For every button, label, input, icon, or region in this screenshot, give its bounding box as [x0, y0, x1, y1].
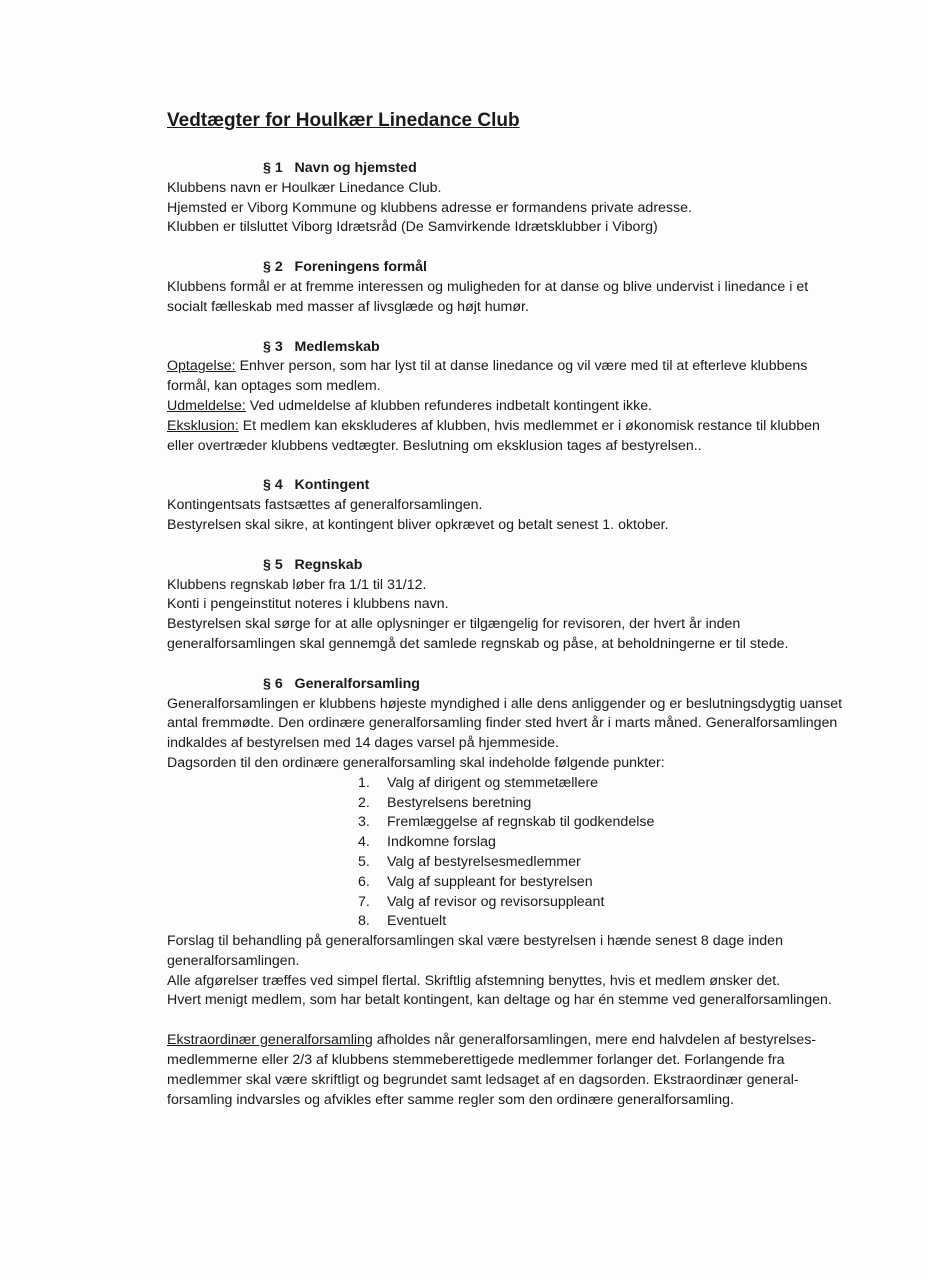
- list-item-text: Valg af suppleant for bestyrelsen: [387, 873, 593, 890]
- section-6: [167, 675, 887, 1111]
- list-item-text: Valg af dirigent og stemmetællere: [387, 774, 599, 791]
- paragraph-line: Klubbens formål er at fremme interessen og muligheden for at danse og blive undervist i linedance i et: [167, 278, 809, 295]
- section-heading: § 3 Medlemskab: [263, 338, 380, 355]
- optagelse-text: Enhver person, som har lyst til at danse linedance og vil være med til at efterleve klubbens: [235, 358, 808, 375]
- section-5: [167, 556, 887, 655]
- document-body: [167, 108, 887, 1130]
- eksklusion-label: Eksklusion:: [167, 417, 239, 434]
- section-4: [167, 476, 887, 535]
- document-title: Vedtægter for Houlkær Linedance Club: [167, 110, 520, 131]
- list-item: [167, 893, 887, 913]
- list-item: [167, 833, 887, 853]
- list-item: [167, 774, 887, 794]
- list-item-text: Bestyrelsens beretning: [387, 794, 532, 811]
- agenda-list: [167, 774, 887, 932]
- paragraph-line: Hvert menigt medlem, som har betalt kontingent, kan deltage og har én stemme ved generalforsamlingen.: [167, 992, 832, 1009]
- list-item: [167, 813, 887, 833]
- paragraph-line: formål, kan optages som medlem.: [167, 378, 381, 395]
- paragraph-line: Forslag til behandling på generalforsamlingen skal være bestyrelsen i hænde senest 8 dage inden: [167, 933, 783, 950]
- paragraph-line: Bestyrelsen skal sikre, at kontingent bliver opkrævet og betalt senest 1. oktober.: [167, 516, 669, 533]
- list-item-text: Valg af bestyrelsesmedlemmer: [387, 853, 581, 870]
- list-item-number: 6.: [358, 873, 370, 890]
- list-item-number: 1.: [358, 774, 370, 791]
- list-item-text: Valg af revisor og revisorsuppleant: [387, 893, 605, 910]
- optagelse-label: Optagelse:: [167, 358, 236, 375]
- paragraph-line: generalforsamlingen.: [167, 952, 300, 969]
- paragraph-line: Klubben er tilsluttet Viborg Idrætsråd (De Samvirkende Idrætsklubber i Viborg): [167, 219, 658, 236]
- paragraph-line: Kontingentsats fastsættes af generalforsamlingen.: [167, 497, 483, 514]
- udmeldelse-label: Udmeldelse:: [167, 397, 246, 414]
- paragraph-line: medlemmerne eller 2/3 af klubbens stemmeberettigede medlemmer forlanger det. Forlangende fra: [167, 1052, 785, 1069]
- paragraph-line: forsamling indvarsles og afvikles efter samme regler som den ordinære generalforsamling.: [167, 1091, 734, 1108]
- paragraph-line: Alle afgørelser træffes ved simpel flertal. Skriftlig afstemning benyttes, hvis et medlem ønsker det.: [167, 972, 781, 989]
- paragraph-line: Klubbens navn er Houlkær Linedance Club.: [167, 179, 442, 196]
- paragraph-line: socialt fælleskab med masser af livsglæde og højt humør.: [167, 298, 529, 315]
- paragraph-line: indkaldes af bestyrelsen med 14 dages varsel på hjemmeside.: [167, 735, 559, 752]
- eksklusion-text: Et medlem kan ekskluderes af klubben, hvis medlemmet er i økonomisk restance til klubben: [238, 417, 820, 434]
- paragraph-line: Bestyrelsen skal sørge for at alle oplysninger er tilgængelig for revisoren, der hvert år inden: [167, 616, 741, 633]
- udmeldelse-text: Ved udmeldelse af klubben refunderes indbetalt kontingent ikke.: [245, 397, 653, 414]
- paragraph-line: Konti i pengeinstitut noteres i klubbens navn.: [167, 596, 449, 613]
- list-item-text: Eventuelt: [387, 913, 447, 930]
- paragraph-line: generalforsamlingen skal gennemgå det samlede regnskab og påse, at beholdningerne er til stede.: [167, 635, 789, 652]
- paragraph-line: [167, 357, 887, 377]
- section-1: [167, 159, 887, 238]
- section-heading: § 1 Navn og hjemsted: [263, 160, 417, 176]
- paragraph-line: Hjemsted er Viborg Kommune og klubbens adresse er formandens private adresse.: [167, 199, 692, 216]
- list-item: [167, 794, 887, 814]
- list-item-number: 4.: [358, 834, 370, 851]
- paragraph-line: antal fremmødte. Den ordinære generalforsamling finder sted hvert år i marts måned. Generalforsamlingen: [167, 715, 838, 732]
- paragraph-spacer: [167, 1011, 887, 1031]
- list-item: [167, 853, 887, 873]
- list-item-number: 2.: [358, 794, 370, 811]
- ekstra-label: Ekstraordinær generalforsamling: [167, 1032, 373, 1049]
- section-heading: § 5 Regnskab: [263, 556, 363, 573]
- section-heading: § 6 Generalforsamling: [263, 675, 420, 692]
- section-2: [167, 258, 887, 317]
- list-item-text: Indkomne forslag: [387, 834, 496, 851]
- section-heading: § 2 Foreningens formål: [263, 259, 427, 276]
- paragraph-line: [167, 1031, 887, 1051]
- list-item-number: 5.: [358, 853, 370, 870]
- paragraph-line: [167, 417, 887, 437]
- list-item: [167, 873, 887, 893]
- paragraph-line: [167, 397, 887, 417]
- paragraph-line: Generalforsamlingen er klubbens højeste myndighed i alle dens anliggender og er beslutningsdygtig uanset: [167, 695, 843, 712]
- paragraph-line: medlemmer skal være skriftligt og begrundet samt ledsaget af en dagsorden. Ekstraordinær general-: [167, 1071, 799, 1088]
- list-item-number: 3.: [358, 814, 370, 831]
- list-item-number: 8.: [358, 913, 370, 930]
- list-item-number: 7.: [358, 893, 370, 910]
- section-heading: § 4 Kontingent: [263, 477, 370, 494]
- ekstra-text: afholdes når generalforsamlingen, mere end halvdelen af bestyrelses-: [372, 1032, 817, 1049]
- section-3: [167, 338, 887, 457]
- paragraph-line: eller overtræder klubbens vedtægter. Beslutning om eksklusion tages af bestyrelsen..: [167, 437, 702, 454]
- paragraph-line: Dagsorden til den ordinære generalforsamling skal indeholde følgende punkter:: [167, 754, 665, 771]
- list-item: [167, 912, 887, 932]
- paragraph-line: Klubbens regnskab løber fra 1/1 til 31/12.: [167, 576, 427, 593]
- list-item-text: Fremlæggelse af regnskab til godkendelse: [387, 814, 655, 831]
